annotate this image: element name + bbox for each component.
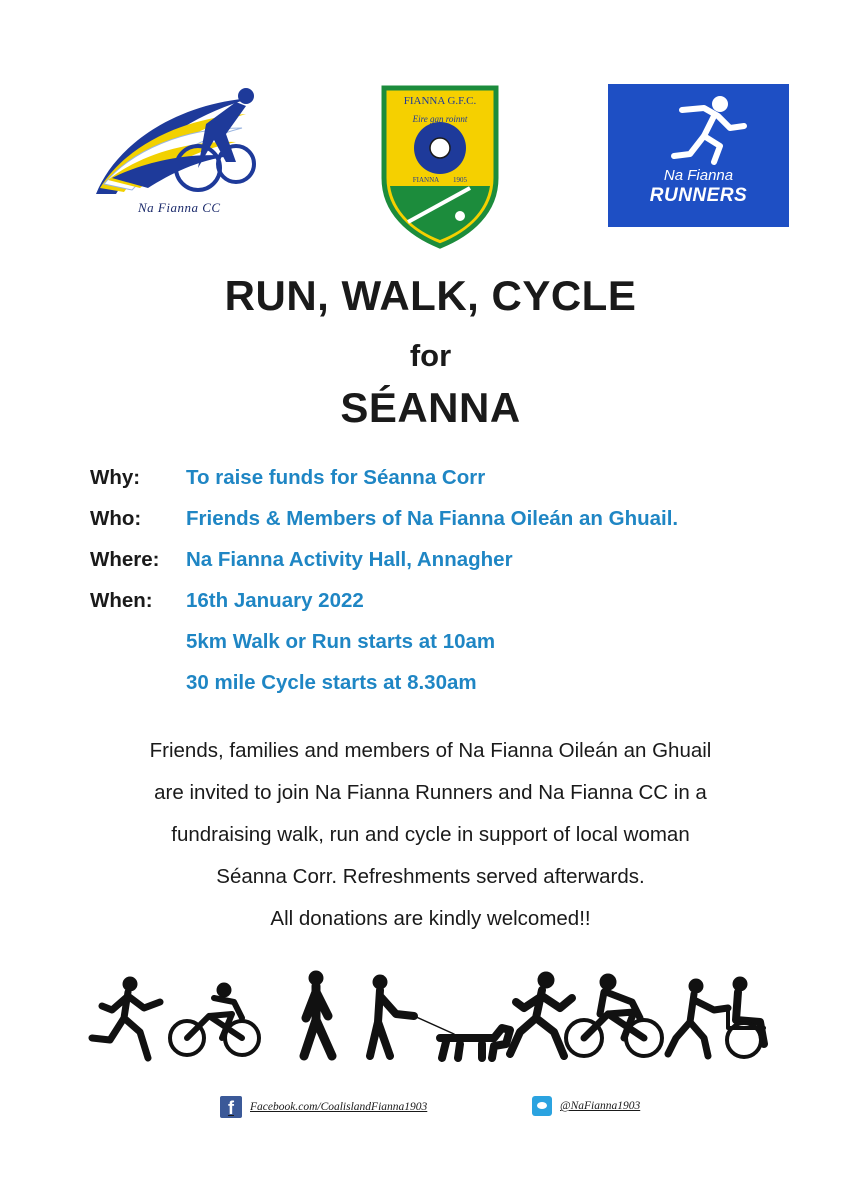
facebook-url: Facebook.com/CoalislandFianna1903 bbox=[250, 1101, 428, 1113]
description-line: Séanna Corr. Refreshments served afterwards. bbox=[216, 865, 645, 888]
crest-name: FIANNA bbox=[412, 176, 440, 184]
description-line: are invited to join Na Fianna Runners and Na Fianna CC in a bbox=[154, 781, 707, 804]
detail-value: 16th January 2022 bbox=[186, 589, 364, 612]
facebook-link[interactable] bbox=[220, 1096, 427, 1118]
runner-icon bbox=[608, 84, 789, 168]
crest-top-text: FIANNA G.F.C. bbox=[403, 95, 477, 107]
detail-value: Na Fianna Activity Hall, Annagher bbox=[186, 548, 513, 571]
headline-main: RUN, WALK, CYCLE bbox=[224, 272, 637, 319]
runners-name: Na Fianna bbox=[663, 167, 734, 184]
runners-logo bbox=[608, 84, 789, 227]
description-line: Friends, families and members of Na Fianna Oileán an Ghuail bbox=[149, 739, 712, 762]
headline-name: SÉANNA bbox=[340, 384, 521, 431]
wheelchair-pusher-silhouette-icon bbox=[668, 977, 764, 1057]
club-crest-logo bbox=[378, 82, 502, 250]
detail-label: When: bbox=[90, 589, 153, 612]
cyclist-silhouette-icon bbox=[566, 974, 662, 1056]
runner-silhouette-icon bbox=[510, 972, 572, 1056]
detail-row-who bbox=[90, 499, 810, 540]
crest-motto: Eire gan roinnt bbox=[412, 114, 468, 124]
detail-row-why bbox=[90, 458, 810, 499]
detail-row-where bbox=[90, 540, 810, 581]
detail-row-walk-run bbox=[90, 622, 810, 663]
detail-value: 5km Walk or Run starts at 10am bbox=[186, 630, 496, 653]
facebook-icon: f bbox=[220, 1096, 242, 1118]
description-line: All donations are kindly welcomed!! bbox=[270, 907, 591, 930]
runner-silhouette-icon bbox=[92, 977, 160, 1058]
description bbox=[60, 730, 801, 940]
detail-label: Why: bbox=[90, 466, 141, 489]
detail-label: Who: bbox=[90, 507, 142, 530]
detail-value: 30 mile Cycle starts at 8.30am bbox=[186, 671, 477, 694]
dog-walker-silhouette-icon bbox=[370, 975, 510, 1058]
detail-label: Where: bbox=[90, 548, 160, 571]
headline-for: for bbox=[409, 338, 452, 373]
walker-silhouette-icon bbox=[304, 971, 332, 1056]
description-line: fundraising walk, run and cycle in support of local woman bbox=[171, 823, 690, 846]
detail-row-when bbox=[90, 581, 810, 622]
cycling-club-label: Na Fianna CC bbox=[138, 200, 221, 215]
twitter-handle: @NaFianna1903 bbox=[560, 1100, 641, 1112]
runners-sub: RUNNERS bbox=[649, 185, 748, 206]
activity-silhouettes bbox=[84, 968, 784, 1064]
detail-value: To raise funds for Séanna Corr bbox=[186, 466, 486, 489]
crest-year: 1905 bbox=[453, 176, 467, 184]
detail-row-cycle bbox=[90, 663, 810, 704]
twitter-link[interactable] bbox=[532, 1096, 640, 1116]
detail-value: Friends & Members of Na Fianna Oileán an Ghuail. bbox=[186, 507, 679, 530]
event-details bbox=[90, 458, 810, 704]
cyclist-silhouette-icon bbox=[170, 983, 259, 1055]
twitter-icon bbox=[532, 1096, 552, 1116]
